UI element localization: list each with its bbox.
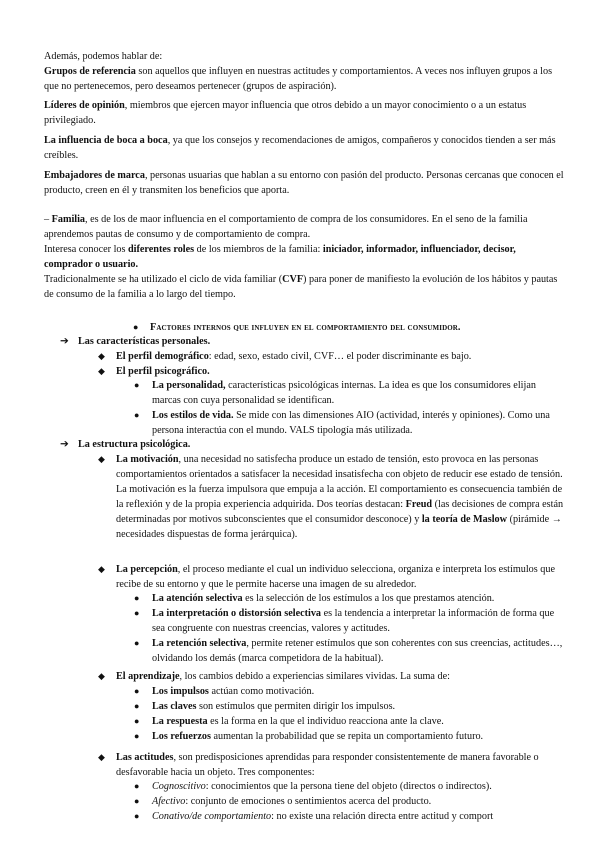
arrow-bullet-icon: ➔ [60,336,69,347]
diamond-bullet-icon: ◆ [98,366,105,376]
psicologica-title: La estructura psicológica. [78,439,191,450]
dot-bullet-icon: ● [134,410,140,420]
familia-roles-paragraph: Interesa conocer los diferentes roles de los miembros de la familia: iniciador, informador, influenciador, decisor, comprador o usuario. [44,244,516,270]
dot-bullet-icon: ● [134,731,140,741]
diamond-bullet-icon: ◆ [98,752,105,762]
percepcion-item: La percepción, el proceso mediante el cual un individuo selecciona, organiza e interpreta los estímulos que recibe de su entorno y que le permite hacerse una imagen de su alrededor. [116,564,555,590]
personalidad-item: La personalidad, características psicológicas internas. La idea es que los consumidores elijan marcas con cuya personalidad se identifican. [152,380,536,406]
motivacion-item: La motivación, una necesidad no satisfecha produce un estado de tensión, esto provoca en las personas comportamientos orientados a satisfacer la necesidad insatisfecha con objeto de reducir ese estado de tensión. La motivación es la fuerza impulsora que empuja a la acción. El comportamiento es consecuencia también de la reflexión y de la propia experiencia adquirida. Dos teorías destacan: Freud (las decisiones de compra están determinadas por motivos subconscientes que el consumidor desconoce) y la teoría de Maslow (pirámide → necesidades dispuestas de forma jerárquica). [116,454,564,540]
respuesta-item: La respuesta es la forma en la que el individuo reacciona ante la clave. [152,716,444,727]
grupos-referencia-paragraph: Grupos de referencia son aquellos que influyen en nuestras actitudes y comportamientos. A veces nos influyen grupos a los que no pertenecemos, pero deseamos pertenecer (grupos de aspiración). [44,66,553,92]
retencion-selectiva-item: La retención selectiva, permite retener estímulos que son coherentes con sus creencias, actitudes…, olvidando los demás (marca competidora de la habitual). [152,638,563,664]
boca-a-boca-paragraph: La influencia de boca a boca, ya que los consejos y recomendaciones de amigos, compañeros y conocidos tienden a ser más creíbles. [44,135,556,161]
refuerzos-item: Los refuerzos aumentan la probabilidad que se repita un comportamiento futuro. [152,731,484,742]
perfil-demografico-item: El perfil demográfico: edad, sexo, estado civil, CVF… el poder discriminante es bajo. [116,351,472,362]
diamond-bullet-icon: ◆ [98,351,105,361]
actitudes-item: Las actitudes, son predisposiciones aprendidas para responder consistentemente de manera favorable o desfavorable hacia un objeto. Tres componentes: [116,752,539,778]
dot-bullet-icon: ● [134,380,140,390]
dot-bullet-icon: ● [134,638,140,648]
perfil-psicografico-item: El perfil psicográfico. [116,366,210,377]
dot-bullet-icon: ● [134,796,140,806]
aprendizaje-item: El aprendizaje, los cambios debido a experiencias similares vividas. La suma de: [116,671,450,682]
intro-line: Además, podemos hablar de: [44,51,163,62]
lideres-opinion-paragraph: Líderes de opinión, miembros que ejercen mayor influencia que otros debido a un mayor conocimiento o a un estatus privilegiado. [44,100,527,126]
section-bullet-icon: ● [133,322,139,332]
dot-bullet-icon: ● [134,608,140,618]
dot-bullet-icon: ● [134,593,140,603]
embajadores-marca-paragraph: Embajadores de marca, personas usuarias que hablan a su entorno con pasión del producto. Personas cercanas que conocen el producto, creen en él y transmiten los beneficios que aporta. [44,170,564,196]
dot-bullet-icon: ● [134,781,140,791]
interpretacion-selectiva-item: La interpretación o distorsión selectiva es la tendencia a interpretar la información de forma que sea congruente con nuestras creencias, valores y actitudes. [152,608,555,634]
diamond-bullet-icon: ◆ [98,564,105,574]
claves-item: Las claves son estímulos que permiten dirigir los impulsos. [152,701,396,712]
diamond-bullet-icon: ◆ [98,671,105,681]
afectivo-item: Afectivo: conjunto de emociones o sentimientos acerca del producto. [152,796,432,807]
dot-bullet-icon: ● [134,811,140,821]
familia-paragraph: – Familia, es de los de maor influencia en el comportamiento de compra de los consumidores. En el seno de la familia aprendemos pautas de consumo y de comportamiento de compra. [44,214,528,240]
atencion-selectiva-item: La atención selectiva es la selección de los estímulos a los que prestamos atención. [152,593,495,604]
personales-title: Las características personales. [78,336,211,347]
estilos-vida-item: Los estilos de vida. Se mide con las dimensiones AIO (actividad, interés y opiniones). Como una persona interactúa con el mundo. VALS tipología más utilizada. [152,410,550,436]
arrow-bullet-icon: ➔ [60,439,69,450]
diamond-bullet-icon: ◆ [98,454,105,464]
impulsos-item: Los impulsos actúan como motivación. [152,686,315,697]
dot-bullet-icon: ● [134,716,140,726]
section-title: Factores internos que influyen en el comportamiento del consumidor. [150,322,461,333]
cognoscitivo-item: Cognoscitivo: conocimientos que la persona tiene del objeto (directos o indirectos). [152,781,492,792]
dot-bullet-icon: ● [134,701,140,711]
conativo-item: Conativo/de comportamiento: no existe una relación directa entre actitud y comport [152,811,494,822]
dot-bullet-icon: ● [134,686,140,696]
cvf-paragraph: Tradicionalmente se ha utilizado el ciclo de vida familiar (CVF) para poner de manifiesto la evolución de los hábitos y pautas de consumo de la familia a lo largo del tiempo. [44,274,558,300]
